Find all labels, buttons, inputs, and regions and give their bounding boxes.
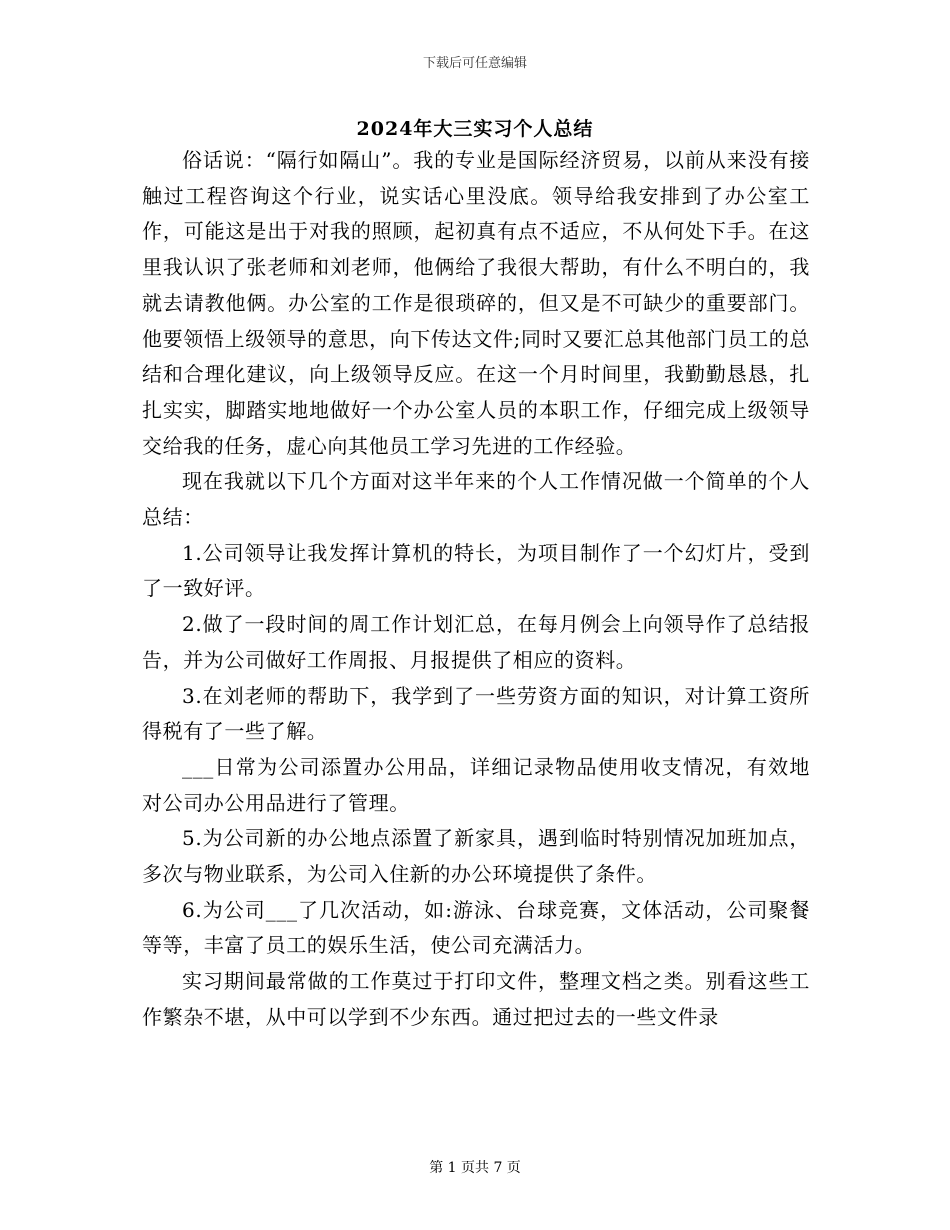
list-item-5: 5.为公司新的办公地点添置了新家具，遇到临时特别情况加班加点，多次与物业联系，为公司入住新的办公环境提供了条件。	[142, 826, 810, 887]
list-item-3: 3.在刘老师的帮助下，我学到了一些劳资方面的知识，对计算工资所得税有了一些了解。	[142, 683, 810, 744]
list-item-1: 1.公司领导让我发挥计算机的特长，为项目制作了一个幻灯片，受到了一致好评。	[142, 540, 810, 601]
list-item-2: 2.做了一段时间的周工作计划汇总，在每月例会上向领导作了总结报告，并为公司做好工作周报、月报提供了相应的资料。	[142, 612, 810, 672]
document-body	[142, 143, 810, 1036]
document-title: 2024年大三实习个人总结	[356, 118, 594, 140]
paragraph-intro: 俗话说：“隔行如隔山”。我的专业是国际经济贸易，以前从来没有接触过工程咨询这个行业，说实话心里没底。领导给我安排到了办公室工作，可能这是出于对我的照顾，起初真有点不适应，不从何处下手。在这里我认识了张老师和刘老师，他俩给了我很大帮助，有什么不明白的，我就去请教他俩。办公室的工作是很琐碎的，但又是不可缺少的重要部门。他要领悟上级领导的意思，向下传达文件;同时又要汇总其他部门员工的总结和合理化建议，向上级领导反应。在这一个月时间里，我勤勤恳恳，扎扎实实，脚踏实地地做好一个办公室人员的本职工作，仔细完成上级领导交给我的任务，虚心向其他员工学习先进的工作经验。	[142, 148, 810, 458]
paragraph-internship: 实习期间最常做的工作莫过于打印文件，整理文档之类。别看这些工作繁杂不堪，从中可以学到不少东西。通过把过去的一些文件录	[142, 969, 810, 1029]
list-item-4: ___日常为公司添置办公用品，详细记录物品使用收支情况，有效地对公司办公用品进行了管理。	[142, 754, 810, 815]
paragraph-summary-lead: 现在我就以下几个方面对这半年来的个人工作情况做一个简单的个人总结：	[142, 469, 810, 530]
list-item-6: 6.为公司___了几次活动，如:游泳、台球竞赛，文体活动，公司聚餐等等，丰富了员工的娱乐生活，使公司充满活力。	[142, 897, 810, 958]
page-indicator: 第 1 页共 7 页	[429, 1160, 521, 1176]
header-note: 下载后可任意编辑	[422, 56, 527, 71]
